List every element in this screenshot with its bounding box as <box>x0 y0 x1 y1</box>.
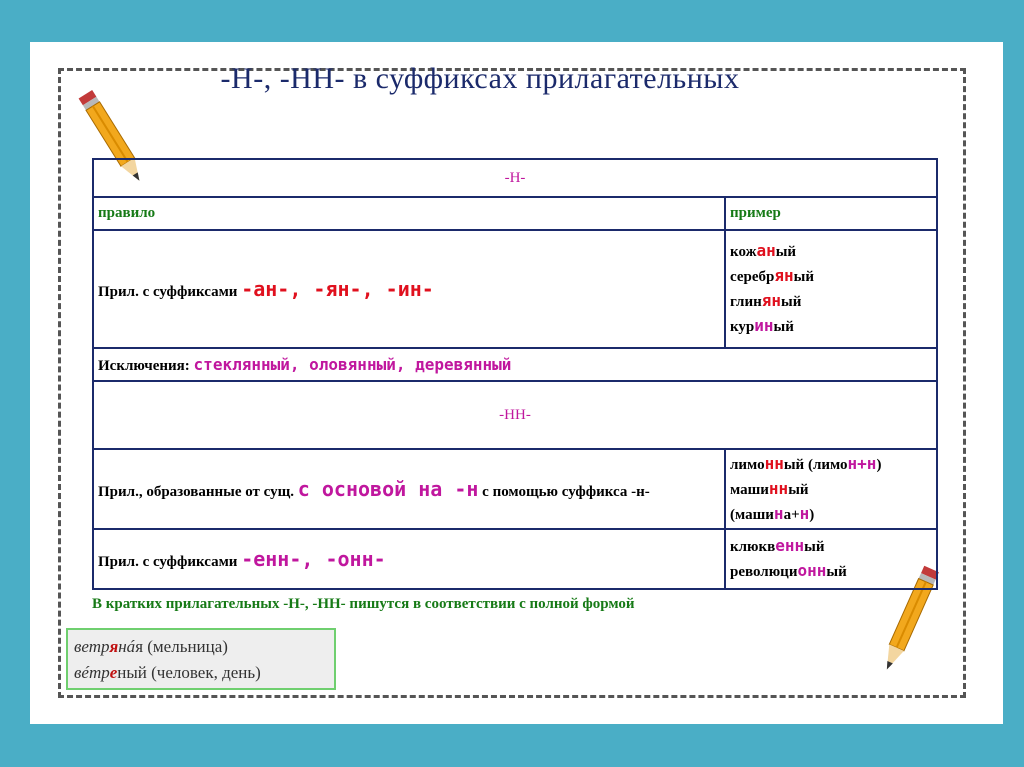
section-header-n: -Н- <box>93 159 937 197</box>
example-box <box>66 628 336 690</box>
example-cell-an-yan-in <box>725 230 937 348</box>
exceptions-row <box>93 348 937 381</box>
rule-cell-enn-onn: Прил. с суффиксами -енн-, -онн- <box>93 529 725 589</box>
rule-cell-an-yan-in <box>93 230 725 348</box>
example-word: клюквенный <box>730 536 825 555</box>
rule-suffix: -енн-, -онн- <box>241 547 386 571</box>
column-header-example: пример <box>725 197 937 230</box>
rule-highlight: с основой на -н <box>297 477 479 501</box>
example-word: лимонный (лимон+н) <box>730 453 882 473</box>
example-word: глиняный <box>730 291 802 310</box>
example-word: машинный <box>730 478 809 498</box>
example-word: кожаный <box>730 241 797 260</box>
example-word: куриный <box>730 316 794 335</box>
exceptions-label: Исключения: <box>98 357 190 374</box>
rule-suffix: -ан-, -ян-, -ин- <box>241 277 434 301</box>
example-cell-noun-stem-n <box>725 449 937 529</box>
rule-cell-noun-stem-n: Прил., образованные от сущ. с основой на -н с помощью суффикса -н- <box>93 449 725 529</box>
example-word: (машина+н) <box>730 503 815 523</box>
example-word: серебряный <box>730 266 814 285</box>
rule-text: Прил. с суффиксами <box>98 284 238 300</box>
example-word: революционный <box>730 561 847 580</box>
page-title: -Н-, -НН- в суффиксах прилагательных <box>220 62 740 95</box>
short-form-note: В кратких прилагательных -Н-, -НН- пишутся в соответствии с полной формой <box>92 596 635 612</box>
exceptions-words: стеклянный, оловянный, деревянный <box>193 354 512 374</box>
section-header-nn: -НН- <box>93 381 937 449</box>
example-line: ветрянáя (мельница) <box>74 637 228 656</box>
rules-table <box>92 158 938 590</box>
example-line: вéтреный (человек, день) <box>74 663 261 682</box>
column-header-rule: правило <box>93 197 725 230</box>
example-cell-enn-onn <box>725 529 937 589</box>
